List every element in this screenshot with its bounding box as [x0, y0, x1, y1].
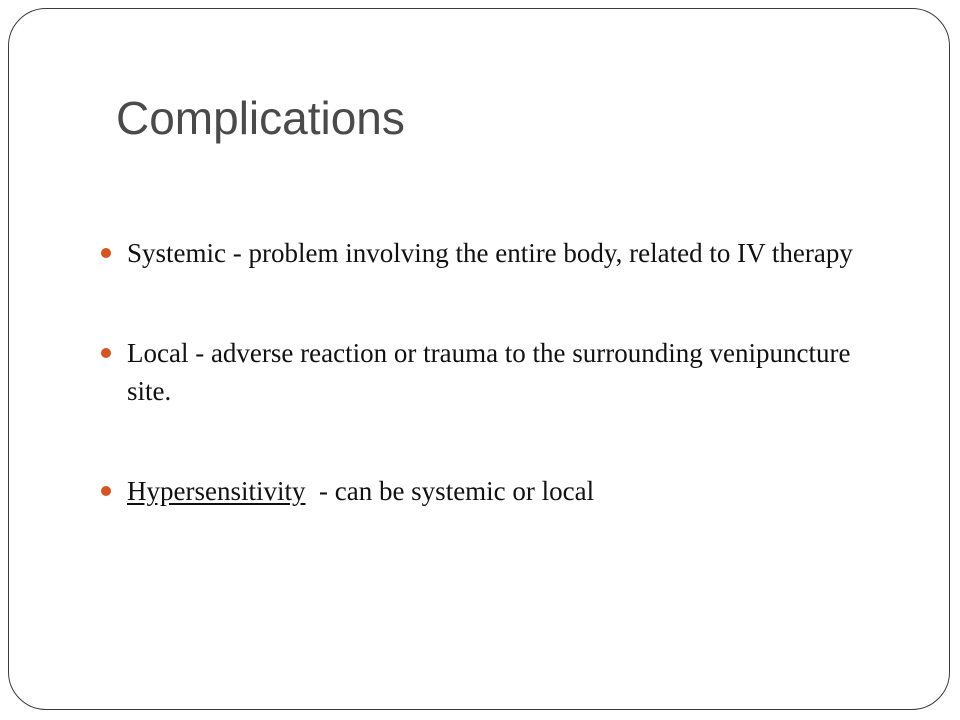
slide-frame	[8, 8, 950, 710]
bullet-dot-icon	[101, 248, 111, 258]
bullet-item-systemic	[101, 234, 881, 272]
bullet-dot-icon	[101, 348, 111, 358]
bullet-text: Systemic - problem involving the entire body, related to IV therapy	[127, 238, 853, 268]
bullet-text: - can be systemic or local	[305, 476, 595, 506]
bullet-dot-icon	[101, 486, 111, 496]
bullet-text: Local - adverse reaction or trauma to the surrounding venipuncture site.	[127, 338, 851, 406]
bullet-list	[101, 234, 881, 510]
hypersensitivity-term: Hypersensitivity	[127, 476, 306, 506]
bullet-item-hypersensitivity	[101, 472, 881, 510]
bullet-item-local	[101, 334, 881, 410]
slide-title: Complications	[116, 92, 405, 144]
